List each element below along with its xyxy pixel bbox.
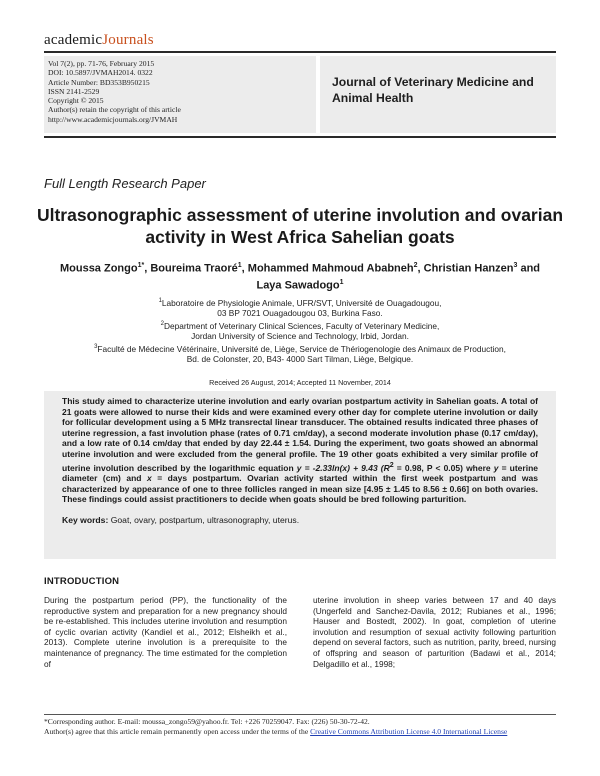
intro-column-left: During the postpartum period (PP), the functionality of the reproductive system and preparation for a new pregnancy should be re-established. This includes uterine involution and resumption of cyclic ovarian activity (Kandiel et al., 2012; Elsheikh et al., 2013). Complete uterine involution is a prerequisite to the maintenance of pregnancy. The time estimated for the completion of xyxy=(44,595,287,669)
abstract-variable: y xyxy=(493,462,499,473)
journal-title-box xyxy=(320,56,556,133)
affiliations xyxy=(40,296,560,365)
abstract-segment: = 0.98, P < 0.05) where xyxy=(393,462,494,473)
affiliation-line: 03 BP 7021 Ouagadougou 03, Burkina Faso. xyxy=(217,308,383,319)
affiliation-line: Laboratoire de Physiologie Animale, UFR/SVT, Université de Ouagadougou, xyxy=(161,297,442,308)
keywords-label: Key words: xyxy=(62,514,109,525)
abstract-segment: This study aimed to characterize uterine involution and early ovarian postpartum activity in Sahelian goats. A total of 21 goats were allowed to nurse their kids and were examined every other day for complete uterine involution or daily for follicular development using a 5 MHz transrectal linear transducer. The obtained results indicated three phases of uterine regression, a fast involution phase (rates of 0.71 cm/day), a second moderate involution phase (0.17 cm/day), and a low rate of 0.14 cm/day that ended by day 22.44 ± 1.54. During the experiment, two goats showed an abnormal uterine involution and were excluded from the general profile. The 19 other goats exhibited a very similar profile of uterine involution described by the logarithmic equation xyxy=(62,396,538,473)
author-affil-marker: 1* xyxy=(137,262,145,269)
abstract-segment: = uterine diameter (cm) and xyxy=(62,462,539,483)
abstract-variable: x xyxy=(146,472,152,483)
author-affil-marker: 2 xyxy=(413,262,418,269)
logo-text-academic: academic xyxy=(44,32,103,48)
meta-url[interactable]: http://www.academicjournals.org/JVMAH xyxy=(48,114,178,124)
footnote xyxy=(44,717,556,737)
journal-title: Journal of Veterinary Medicine and Animal Health xyxy=(332,75,534,105)
author-list xyxy=(30,259,570,292)
author-name: Boureima Traoré xyxy=(150,262,238,275)
author-name: Christian Hanzen xyxy=(423,262,514,275)
intro-column-right: uterine involution in sheep varies between 17 and 40 days (Ungerfeld and Sanchez-Davila, 2012; Rubianes et al., 1996; Hauser and Bostedt, 2002). In goat, completion of uterine involution and resumption of sexual activity following parturition depend on several factors, such as nutrition, parity, breed, nursing of offspring and season of parturition (Badawi et al., 2014; Delgadillo et al., 1998; xyxy=(313,595,556,669)
footnote-rule xyxy=(44,714,556,715)
header-bottom-rule xyxy=(44,136,556,138)
meta-copyright: Copyright © 2015 xyxy=(48,96,104,106)
abstract-equation: y = -2.33ln(x) + 9.43 (R xyxy=(296,462,390,473)
meta-article-number: Article Number: BD353B950215 xyxy=(48,77,150,87)
publisher-logo xyxy=(44,32,154,49)
license-note xyxy=(44,727,556,737)
affiliation-line: Jordan University of Science and Technology, Irbid, Jordan. xyxy=(191,331,409,342)
affiliation-line: Department of Veterinary Clinical Sciences, Faculty of Veterinary Medicine, xyxy=(164,320,440,331)
abstract-box xyxy=(44,391,556,559)
logo-text-journals: Journals xyxy=(102,32,154,48)
keywords xyxy=(62,515,538,526)
author-affil-marker: 1 xyxy=(339,278,344,286)
meta-doi: DOI: 10.5897/JVMAH2014. 0322 xyxy=(48,68,153,78)
keywords-text: Goat, ovary, postpartum, ultrasonography, uterus. xyxy=(110,514,300,525)
abstract-equation-sup: 2 xyxy=(389,460,394,469)
author-name: Moussa Zongo xyxy=(59,262,138,275)
header-top-rule xyxy=(44,51,556,53)
affiliation-marker: 2 xyxy=(160,320,165,327)
affiliation xyxy=(40,342,560,354)
received-dates: Received 26 August, 2014; Accepted 11 November, 2014 xyxy=(209,378,391,387)
meta-issn: ISSN 2141-2529 xyxy=(48,86,100,96)
author-affil-marker: 1 xyxy=(237,262,242,269)
meta-rights: Author(s) retain the copyright of this article xyxy=(48,105,181,115)
author-affil-marker: 3 xyxy=(513,262,518,269)
author-separator: , xyxy=(417,262,424,275)
license-text: Author(s) agree that this article remain permanently open access under the terms of the xyxy=(44,726,311,736)
affiliation-line: Bd. de Colonster, 20, B43- 4000 Sart Tilman, Liège, Belgique. xyxy=(186,354,414,365)
author-separator: and xyxy=(517,262,541,275)
article-meta-box xyxy=(44,56,316,133)
section-heading-introduction: INTRODUCTION xyxy=(44,576,120,587)
author-name: Laya Sawadogo xyxy=(256,279,340,292)
affiliation-marker: 1 xyxy=(158,298,162,304)
abstract-text xyxy=(62,396,538,505)
meta-volume: Vol 7(2), pp. 71-76, February 2015 xyxy=(48,59,155,68)
author-separator: , xyxy=(144,262,151,275)
abstract-segment: = days postpartum. Ovarian activity started within the first week postpartum and was characterized by appearance of one to three follicles ranged in mean size [4.95 ± 1.45 to 8.56 ± 0.66] on both ovaries. These findings could assist practitioners to decide when goats should be bred following parturition. xyxy=(62,472,538,505)
author-name: Mohammed Mahmoud Ababneh xyxy=(247,262,414,275)
corresponding-author: *Corresponding author. E-mail: moussa_zongo59@yahoo.fr. Tel: +226 70259047. Fax: (226) 50-30-72-42. xyxy=(44,717,370,726)
paper-type: Full Length Research Paper xyxy=(44,176,206,191)
affiliation xyxy=(40,319,560,331)
affiliation xyxy=(40,296,560,308)
paper-title: Ultrasonographic assessment of uterine involution and ovarian activity in West Africa Sahelian goats xyxy=(36,205,564,247)
affiliation-marker: 3 xyxy=(94,343,98,350)
license-link[interactable]: Creative Commons Attribution License 4.0 International License xyxy=(310,726,508,736)
affiliation-line: Faculté de Médecine Vétérinaire, Université de, Liège, Service de Thériogenologie des Animaux de Production, xyxy=(97,343,506,354)
author-separator: , xyxy=(241,262,248,275)
